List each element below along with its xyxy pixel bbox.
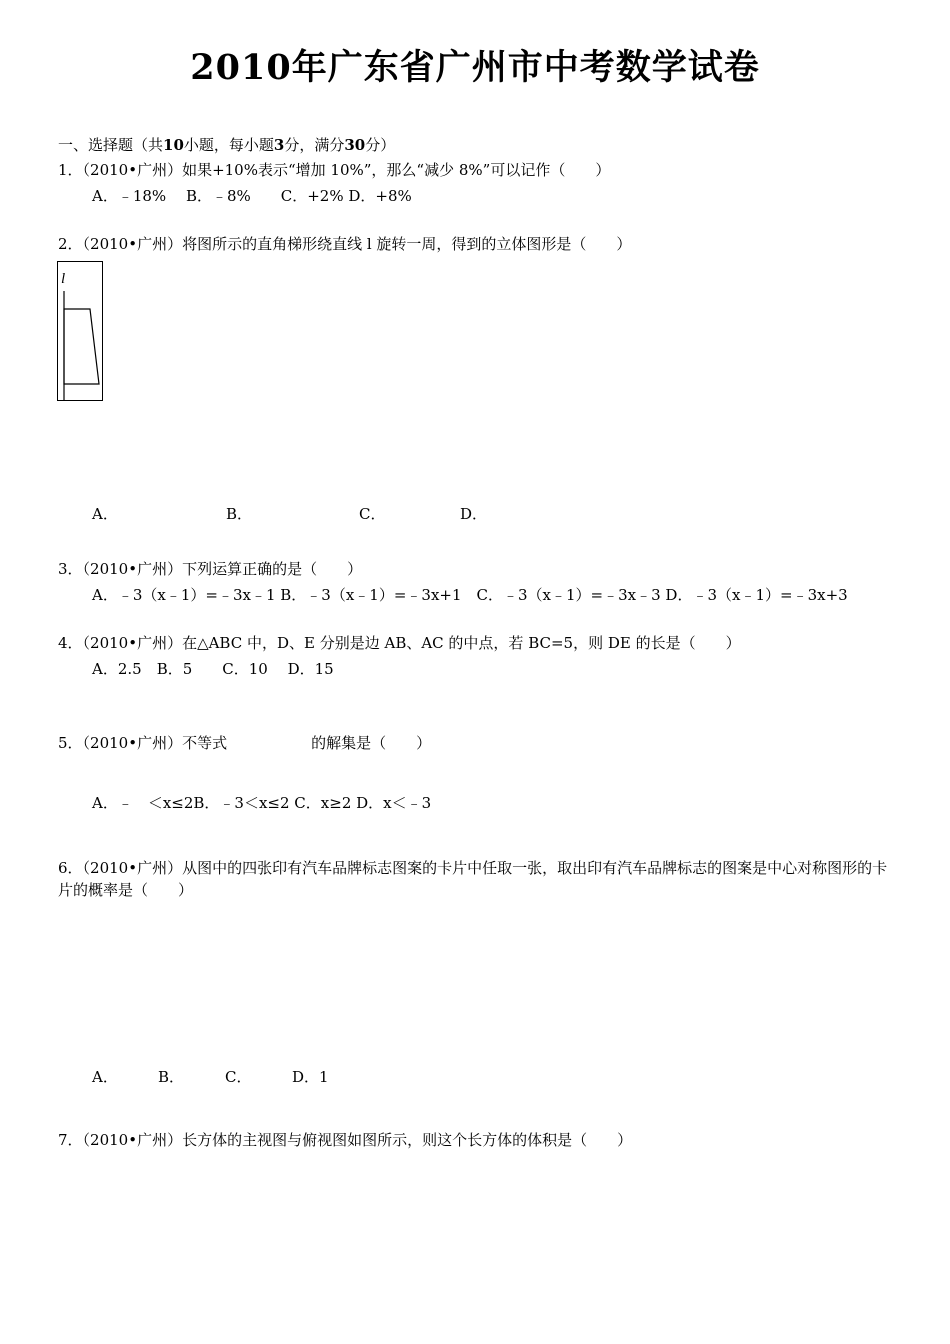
question-5-options: A．﹣ ＜x≤2B．﹣3＜x≤2 C．x≥2 D．x＜﹣3 [92,794,432,812]
option-d: D．1 [292,1068,329,1086]
question-6-options [92,1067,329,1087]
option-d: D． [460,505,488,523]
question-2-options [92,504,487,524]
option-a: A． [92,1068,118,1086]
axis-label-l: l [61,271,66,287]
option-a: A． [92,505,118,523]
question-5-text: 5．（2010•广州）不等式 的解集是（ ） [58,734,432,752]
question-4-text: 4．（2010•广州）在△ABC 中，D、E 分别是边 AB、AC 的中点，若 BC=5，则 DE 的长是（ ） [58,634,741,652]
question-1-text: 1．（2010•广州）如果+10%表示“增加 10%”，那么“减少 8%”可以记作（ ） [58,161,611,179]
trapezoid-figure [57,261,103,401]
option-b: B． [158,1068,185,1086]
question-2-text: 2．（2010•广州）将图所示的直角梯形绕直线 l 旋转一周，得到的立体图形是（ ） [58,235,632,253]
question-1-options: A．﹣18% B．﹣8% C．+2% D．+8% [92,187,412,205]
option-c: C． [225,1068,252,1086]
page-title: 2010年广东省广州市中考数学试卷 [190,47,760,88]
section-heading: 一、选择题（共10小题，每小题3分，满分30分） [58,136,396,154]
question-6-text: 6．（2010•广州）从图中的四张印有汽车品牌标志图案的卡片中任取一张，取出印有汽车品牌标志的图案是中心对称图形的卡片的概率是（ ） [58,859,888,899]
question-3-text: 3．（2010•广州）下列运算正确的是（ ） [58,560,363,578]
question-4-options: A．2.5 B．5 C．10 D．15 [92,660,334,678]
question-7-text: 7．（2010•广州）长方体的主视图与俯视图如图所示，则这个长方体的体积是（ ） [58,1131,633,1149]
question-3-options: A．﹣3（x﹣1）=﹣3x﹣1 B．﹣3（x﹣1）=﹣3x+1 C．﹣3（x﹣1）=﹣3x﹣3 D．﹣3（x﹣1）=﹣3x+3 [92,586,848,604]
option-c: C． [359,505,386,523]
option-b: B． [226,505,253,523]
